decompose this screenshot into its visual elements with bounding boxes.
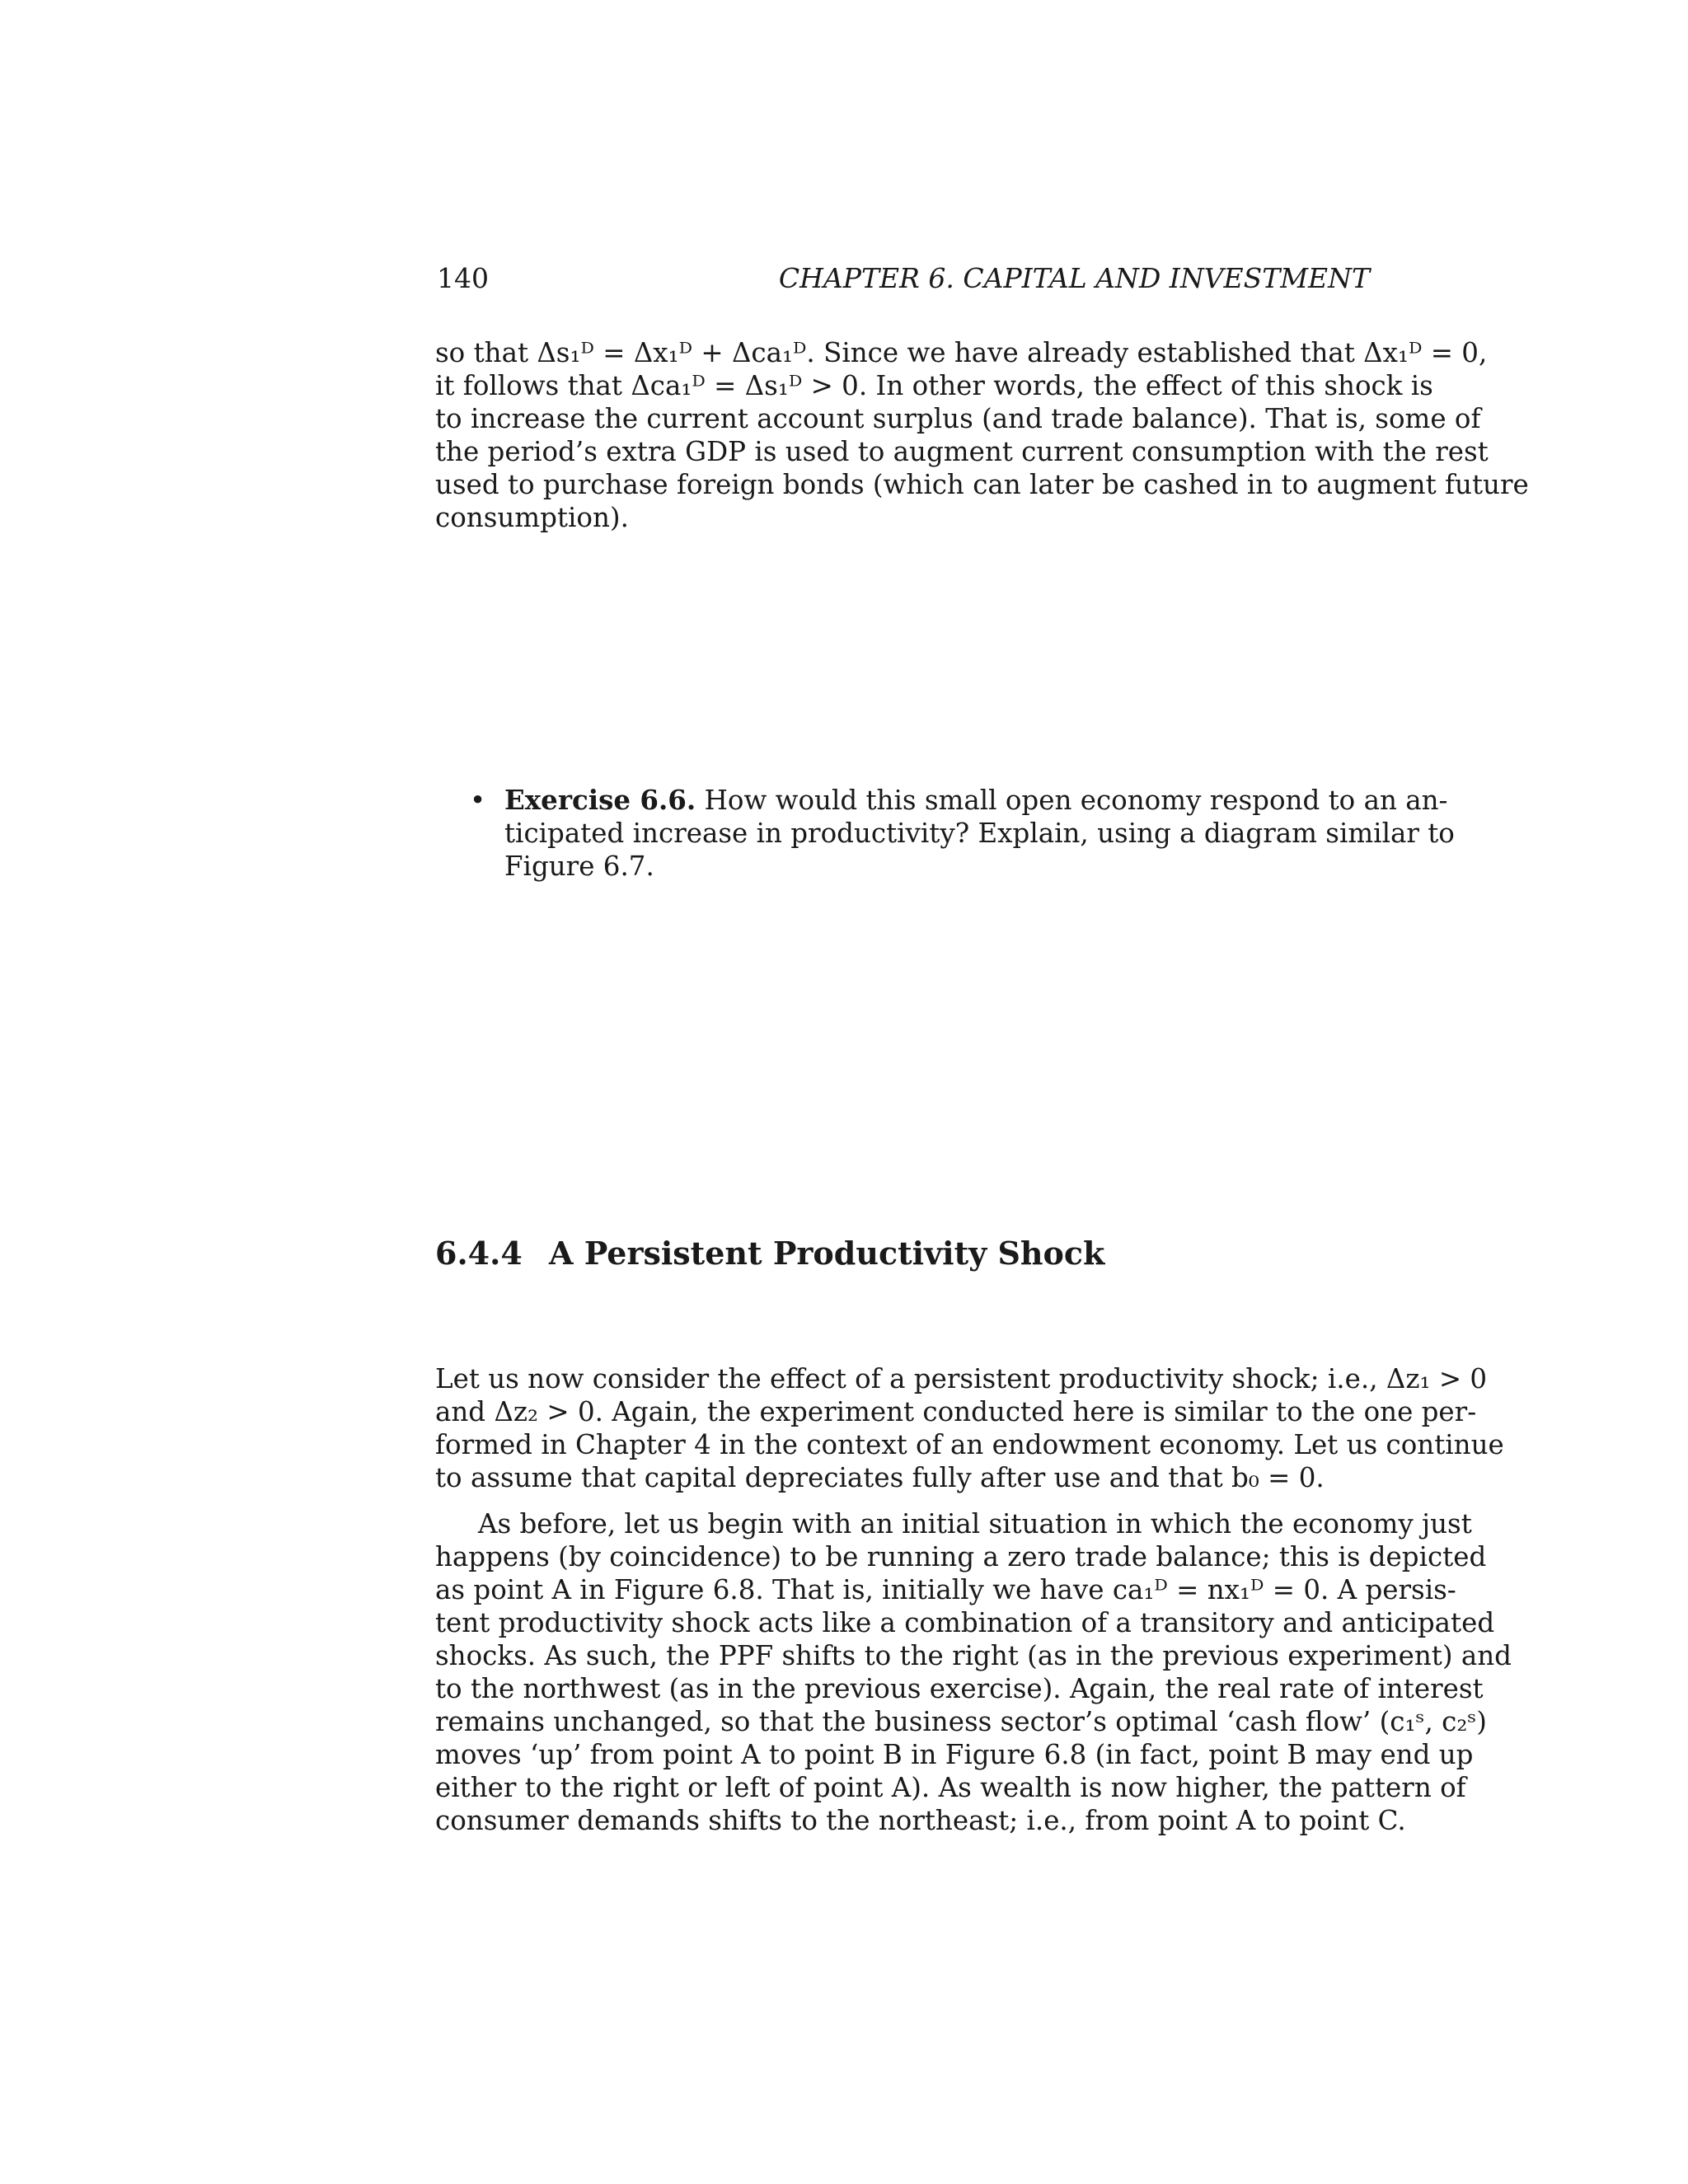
text-line: As before, let us begin with an initial situation in which the economy just — [478, 1508, 1472, 1540]
paragraph-intro — [435, 1362, 1504, 1494]
paragraph-body — [435, 1507, 1512, 1837]
text-line: to assume that capital depreciates fully after use and that b₀ = 0. — [435, 1462, 1325, 1493]
paragraph-continuation — [435, 336, 1529, 534]
text-line: consumption). — [435, 502, 629, 533]
text-line: moves ‘up’ from point A to point B in Figure 6.8 (in fact, point B may end up — [435, 1739, 1474, 1770]
text-line: remains unchanged, so that the business sector’s optimal ‘cash flow’ (c₁ˢ, c₂ˢ) — [435, 1706, 1487, 1737]
text-line: either to the right or left of point A). As wealth is now higher, the pattern of — [435, 1772, 1466, 1803]
text-line: and Δz₂ > 0. Again, the experiment conducted here is similar to the one per- — [435, 1396, 1477, 1427]
running-head: CHAPTER 6. CAPITAL AND INVESTMENT — [778, 262, 1370, 294]
text-line: used to purchase foreign bonds (which can later be cashed in to augment future — [435, 469, 1529, 500]
text-line: ticipated increase in productivity? Explain, using a diagram similar to — [504, 818, 1455, 849]
bullet-icon: • — [470, 785, 486, 816]
text-line: shocks. As such, the PPF shifts to the right (as in the previous experiment) and — [435, 1640, 1512, 1671]
text-line: tent productivity shock acts like a combination of a transitory and anticipated — [435, 1607, 1495, 1638]
text-line: Let us now consider the effect of a persistent productivity shock; i.e., Δz₁ > 0 — [435, 1363, 1488, 1394]
section-heading — [435, 1235, 1104, 1272]
text-line: Figure 6.7. — [504, 851, 654, 882]
section-number: 6.4.4 — [435, 1235, 523, 1272]
page-number: 140 — [437, 262, 489, 294]
text-line: the period’s extra GDP is used to augment current consumption with the rest — [435, 436, 1489, 467]
text-line: to increase the current account surplus (and trade balance). That is, some of — [435, 403, 1481, 434]
exercise-label: Exercise 6.6. — [504, 784, 696, 816]
text-line: formed in Chapter 4 in the context of an endowment economy. Let us continue — [435, 1429, 1504, 1460]
text-line: consumer demands shifts to the northeast; i.e., from point A to point C. — [435, 1805, 1406, 1836]
text-line: happens (by coincidence) to be running a zero trade balance; this is depicted — [435, 1541, 1487, 1572]
text-line: it follows that Δca₁ᴰ = Δs₁ᴰ > 0. In other words, the effect of this shock is — [435, 370, 1433, 401]
text-line: How would this small open economy respond to an an- — [696, 785, 1448, 816]
text-line: so that Δs₁ᴰ = Δx₁ᴰ + Δca₁ᴰ. Since we have already established that Δx₁ᴰ = 0, — [435, 337, 1488, 368]
text-line: as point A in Figure 6.8. That is, initially we have ca₁ᴰ = nx₁ᴰ = 0. A persis- — [435, 1574, 1456, 1605]
text-line: to the northwest (as in the previous exercise). Again, the real rate of interest — [435, 1673, 1484, 1704]
exercise-item — [470, 784, 1455, 883]
section-title: A Persistent Productivity Shock — [549, 1235, 1105, 1272]
